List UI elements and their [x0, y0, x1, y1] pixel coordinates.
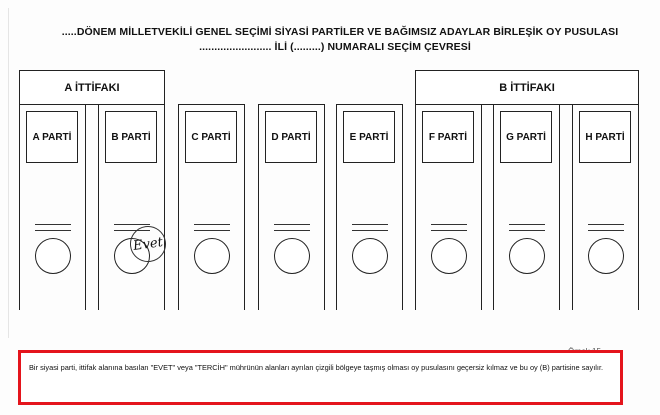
alliance-a-header: A İTTİFAKI: [19, 70, 165, 105]
party-box-d: D PARTİ: [265, 111, 317, 163]
vote-circle-h[interactable]: [588, 238, 624, 274]
explanation-text: Bir siyasi parti, ittifak alanına basılan "EVET" veya "TERCİH" mührünün alanları ayrılan çizgili bölgeye taşmış olması oy pusulasını geçersiz kılmaz ve bu oy (B) partisine sayılır.: [29, 363, 604, 372]
party-box-a: A PARTİ: [26, 111, 78, 163]
vote-circle-c[interactable]: [194, 238, 230, 274]
party-column-e: [336, 104, 403, 310]
party-column-b: [98, 104, 165, 310]
ballot-title-line1: .....DÖNEM MİLLETVEKİLİ GENEL SEÇİMİ SİYASİ PARTİLER VE BAĞIMSIZ ADAYLAR BİRLEŞİK OY PUSULASI: [61, 26, 619, 38]
party-box-h: H PARTİ: [579, 111, 631, 163]
party-box-f: F PARTİ: [422, 111, 474, 163]
ballot-title-line2: ........................ İLİ (.........) NUMARALI SEÇİM ÇEVRESİ: [199, 41, 471, 53]
party-column-d: [258, 104, 325, 310]
vote-circle-e[interactable]: [352, 238, 388, 274]
explanation-note: [18, 350, 623, 405]
scan-edge: [8, 8, 9, 338]
vote-circle-f[interactable]: [431, 238, 467, 274]
party-column-c: [178, 104, 245, 310]
alliance-b-header: B İTTİFAKI: [415, 70, 639, 105]
vote-circle-g[interactable]: [509, 238, 545, 274]
party-box-c: C PARTİ: [185, 111, 237, 163]
party-box-e: E PARTİ: [343, 111, 395, 163]
party-column-f: [415, 104, 482, 310]
party-box-g: G PARTİ: [500, 111, 552, 163]
party-column-g: [493, 104, 560, 310]
party-column-h: [572, 104, 639, 310]
party-box-b: B PARTİ: [105, 111, 157, 163]
evet-stamp-mark: Evet: [128, 224, 169, 265]
vote-circle-a[interactable]: [35, 238, 71, 274]
party-column-a: [19, 104, 86, 310]
vote-circle-d[interactable]: [274, 238, 310, 274]
